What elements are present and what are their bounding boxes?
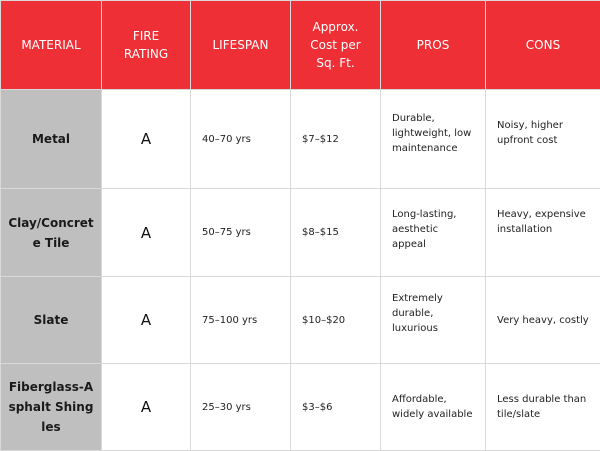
header-cons: CONS: [486, 1, 600, 90]
table-row: [1, 189, 600, 277]
table-header: [1, 1, 600, 90]
pros-cell: Affordable, widely available: [381, 364, 486, 451]
header-pros: PROS: [381, 1, 486, 90]
cost-cell: $8–$15: [291, 189, 381, 277]
header-lifespan: LIFESPAN: [191, 1, 291, 90]
fire-rating-cell: A: [102, 189, 191, 277]
table-row: [1, 364, 600, 451]
cost-cell: $3–$6: [291, 364, 381, 451]
lifespan-cell: 50–75 yrs: [191, 189, 291, 277]
pros-cell: Long-lasting, aesthetic appeal: [381, 189, 486, 277]
table-row: [1, 277, 600, 364]
pros-cell: Durable, lightweight, low maintenance: [381, 90, 486, 189]
lifespan-cell: 25–30 yrs: [191, 364, 291, 451]
material-cell: Metal: [1, 90, 102, 189]
pros-cell: Extremely durable, luxurious: [381, 277, 486, 364]
header-cost: Approx. Cost per Sq. Ft.: [291, 1, 381, 90]
cons-cell: Less durable than tile/slate: [486, 364, 600, 451]
table-body: [1, 90, 600, 451]
material-cell: Fiberglass-Asphalt Shingles: [1, 364, 102, 451]
header-fire-rating: FIRE RATING: [102, 1, 191, 90]
cons-cell: Noisy, higher upfront cost: [486, 90, 600, 189]
cons-cell: Heavy, expensive installation: [486, 189, 600, 277]
fire-rating-cell: A: [102, 364, 191, 451]
cost-cell: $10–$20: [291, 277, 381, 364]
fire-rating-cell: A: [102, 277, 191, 364]
lifespan-cell: 40–70 yrs: [191, 90, 291, 189]
cons-cell: Very heavy, costly: [486, 277, 600, 364]
material-cell: Clay/Concrete Tile: [1, 189, 102, 277]
fire-rating-cell: A: [102, 90, 191, 189]
header-row: [1, 1, 600, 90]
header-material: MATERIAL: [1, 1, 102, 90]
material-cell: Slate: [1, 277, 102, 364]
cost-cell: $7–$12: [291, 90, 381, 189]
table-row: [1, 90, 600, 189]
lifespan-cell: 75–100 yrs: [191, 277, 291, 364]
